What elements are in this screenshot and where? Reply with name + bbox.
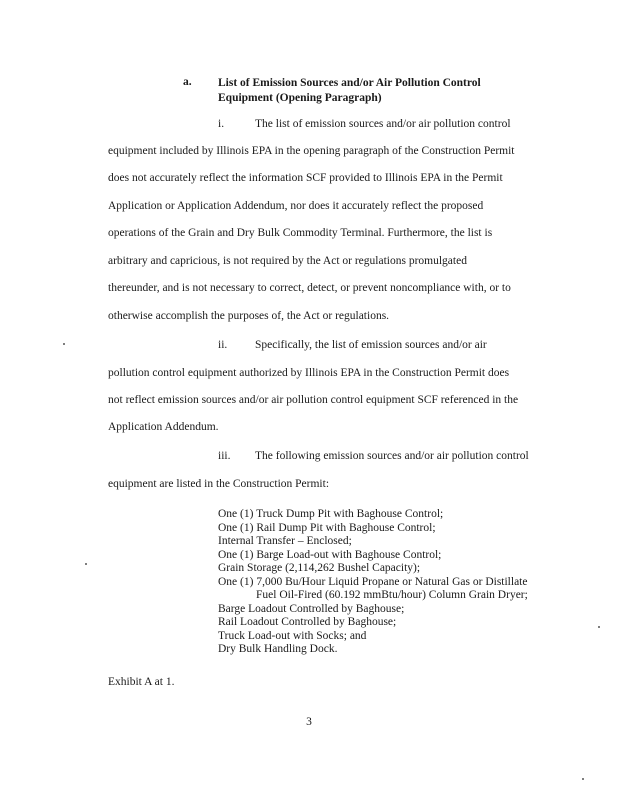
scan-speck [582,778,584,780]
scan-speck [598,626,600,628]
section-heading [218,76,518,106]
paragraph-i-number: i. [218,118,225,130]
paragraph-i-line-3: does not accurately reflect the information SCF provided to Illinois EPA in the Permit [108,172,503,184]
page-number: 3 [306,716,312,728]
exhibit-citation: Exhibit A at 1. [108,676,175,688]
equipment-list [218,508,528,657]
list-item: Barge Loadout Controlled by Baghouse; [218,602,405,615]
list-item-continuation [218,589,528,603]
section-letter: a. [183,76,192,88]
section-heading-line-2: Equipment (Opening Paragraph) [218,92,382,104]
paragraph-ii-line-2: pollution control equipment authorized by Illinois EPA in the Construction Permit does [108,367,510,379]
paragraph-iii-line-1: The following emission sources and/or air pollution control [255,450,529,462]
paragraph-i-line-4: Application or Application Addendum, nor does it accurately reflect the proposed [108,200,484,212]
list-item: Truck Load-out with Socks; and [218,629,367,642]
paragraph-iii-line-2: equipment are listed in the Construction Permit: [108,478,330,490]
paragraph-ii-number: ii. [218,339,228,351]
paragraph-i-line-1: The list of emission sources and/or air pollution control [255,118,511,130]
list-item-continuation-text: Fuel Oil-Fired (60.192 mmBtu/hour) Column Grain Dryer; [256,589,528,601]
paragraph-i-line-8: otherwise accomplish the purposes of, the Act or regulations. [108,310,390,322]
list-item: Rail Loadout Controlled by Baghouse; [218,616,397,628]
paragraph-ii-line-1: Specifically, the list of emission sources and/or air [255,339,487,351]
list-item: One (1) Rail Dump Pit with Baghouse Control; [218,521,436,534]
scan-speck [63,343,65,345]
list-item: Dry Bulk Handling Dock. [218,643,338,655]
paragraph-ii-line-3: not reflect emission sources and/or air pollution control equipment SCF referenced in the [108,394,519,406]
list-item: One (1) Truck Dump Pit with Baghouse Control; [218,508,444,520]
paragraph-i-line-2: equipment included by Illinois EPA in the opening paragraph of the Construction Permit [108,145,515,157]
list-item: One (1) Barge Load-out with Baghouse Control; [218,548,442,561]
scan-speck [85,563,87,565]
paragraph-i-line-6: arbitrary and capricious, is not required by the Act or regulations promulgated [108,255,467,267]
list-item: One (1) 7,000 Bu/Hour Liquid Propane or Natural Gas or Distillate [218,575,528,588]
list-item: Grain Storage (2,114,262 Bushel Capacity); [218,562,421,574]
paragraph-i-line-5: operations of the Grain and Dry Bulk Commodity Terminal. Furthermore, the list is [108,227,493,239]
paragraph-i-line-7: thereunder, and is not necessary to correct, detect, or prevent noncompliance with, or to [108,282,511,294]
list-item: Internal Transfer – Enclosed; [218,535,352,547]
paragraph-ii-line-4: Application Addendum. [108,421,219,433]
paragraph-iii-number: iii. [218,450,231,462]
section-heading-line-1: List of Emission Sources and/or Air Pollution Control [218,77,481,89]
